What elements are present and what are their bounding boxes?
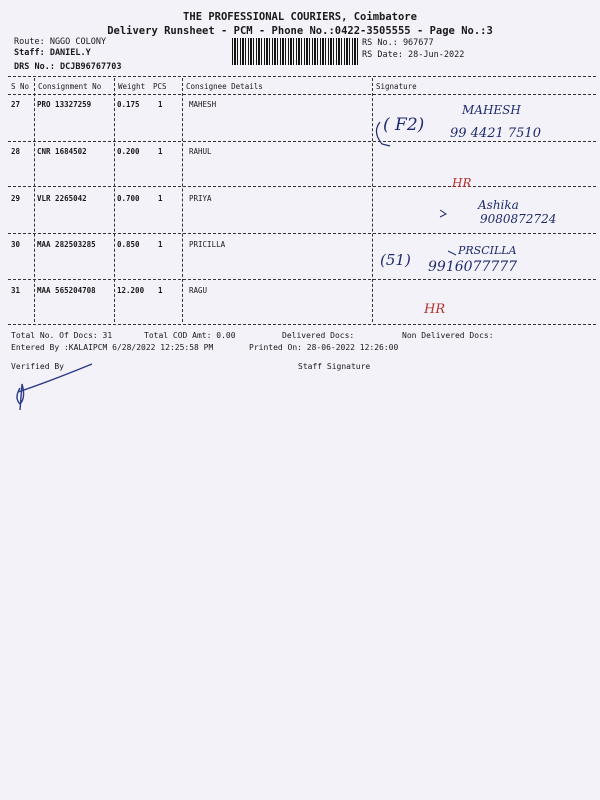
column-divider [34,78,35,322]
total-cod: Total COD Amt: 0.00 [144,331,236,340]
row-weight: 0.700 [117,194,140,203]
row-consignee: MAHESH [189,100,217,109]
total-docs: Total No. Of Docs: 31 [11,331,113,340]
staff-signature-label: Staff Signature [298,362,371,371]
rs-number: RS No.: 967677 [362,38,434,48]
row-consignment: PRO 13327259 [37,100,92,109]
table-top-rule [8,76,596,77]
row-pcs: 1 [158,286,163,295]
row-weight: 0.200 [117,147,140,156]
signature-row30-name: PRSCILLA [458,244,517,257]
entered-by: Entered By :KALAIPCM 6/28/2022 12:25:58 PM [11,343,214,352]
column-header-pcs: PCS [153,82,167,91]
verified-by-label: Verified By [11,362,64,371]
row-consignment: VLR 2265042 [37,194,87,203]
signature-stroke [440,210,446,217]
signature-row27-phone: 99 4421 7510 [450,126,541,141]
row-sno: 31 [11,286,21,295]
row-weight: 0.175 [117,100,140,109]
column-divider [114,78,115,322]
rs-date: RS Date: 28-Jun-2022 [362,50,465,60]
document-title: THE PROFESSIONAL COURIERS, Coimbatore [183,11,417,23]
row-sno: 28 [11,147,21,156]
barcode [232,38,358,65]
signature-row29-initials: HR [452,176,472,190]
drs-number: DRS No.: DCJB96767703 [14,62,122,72]
column-header-consignment: Consignment No [38,82,102,91]
verified-signature [8,362,98,412]
signature-row29-name: Ashika [478,198,519,212]
signature-stroke [17,364,92,410]
column-divider [182,78,183,322]
column-header-weight: Weight [118,82,146,91]
row-consignment: MAA 565204708 [37,286,96,295]
document-subtitle: Delivery Runsheet - PCM - Phone No.:0422-3505555 - Page No.:3 [107,25,493,37]
row-consignee: PRIYA [189,194,212,203]
row-consignment: MAA 282503285 [37,240,96,249]
column-header-signature: Signature [376,82,417,91]
row-consignee: RAGU [189,286,208,295]
row-weight: 12.200 [117,286,145,295]
non-delivered-docs: Non Delivered Docs: [402,331,494,340]
printed-on: Printed On: 28-06-2022 12:26:00 [249,343,399,352]
row-sno: 29 [11,194,21,203]
signature-row30-code: (51) [380,251,411,269]
column-header-sno: S No [11,82,30,91]
signature-row31-initials: HR [424,302,446,317]
staff-label: Staff: DANIEL.Y [14,48,91,58]
signature-row27-name: MAHESH [462,103,521,117]
row-weight: 0.850 [117,240,140,249]
row-consignment: CNR 1684502 [37,147,87,156]
row-consignee: PRICILLA [189,240,226,249]
row-pcs: 1 [158,240,163,249]
column-header-consignee: Consignee Details [186,82,263,91]
signature-stroke [448,251,456,255]
row-pcs: 1 [158,100,163,109]
signature-row30-phone: 9916077777 [428,259,518,275]
row-consignee: RAHUL [189,147,212,156]
signature-stroke [376,122,390,146]
header-rule [8,94,596,95]
row-sno: 27 [11,100,21,109]
row-pcs: 1 [158,194,163,203]
row-sno: 30 [11,240,21,249]
signature-row27-code: ( F2) [383,115,425,135]
signature-row29-phone: 9080872724 [480,212,557,226]
row-pcs: 1 [158,147,163,156]
delivered-docs: Delivered Docs: [282,331,355,340]
signature-strokes [370,98,596,328]
route-label: Route: NGGO COLONY [14,37,107,47]
